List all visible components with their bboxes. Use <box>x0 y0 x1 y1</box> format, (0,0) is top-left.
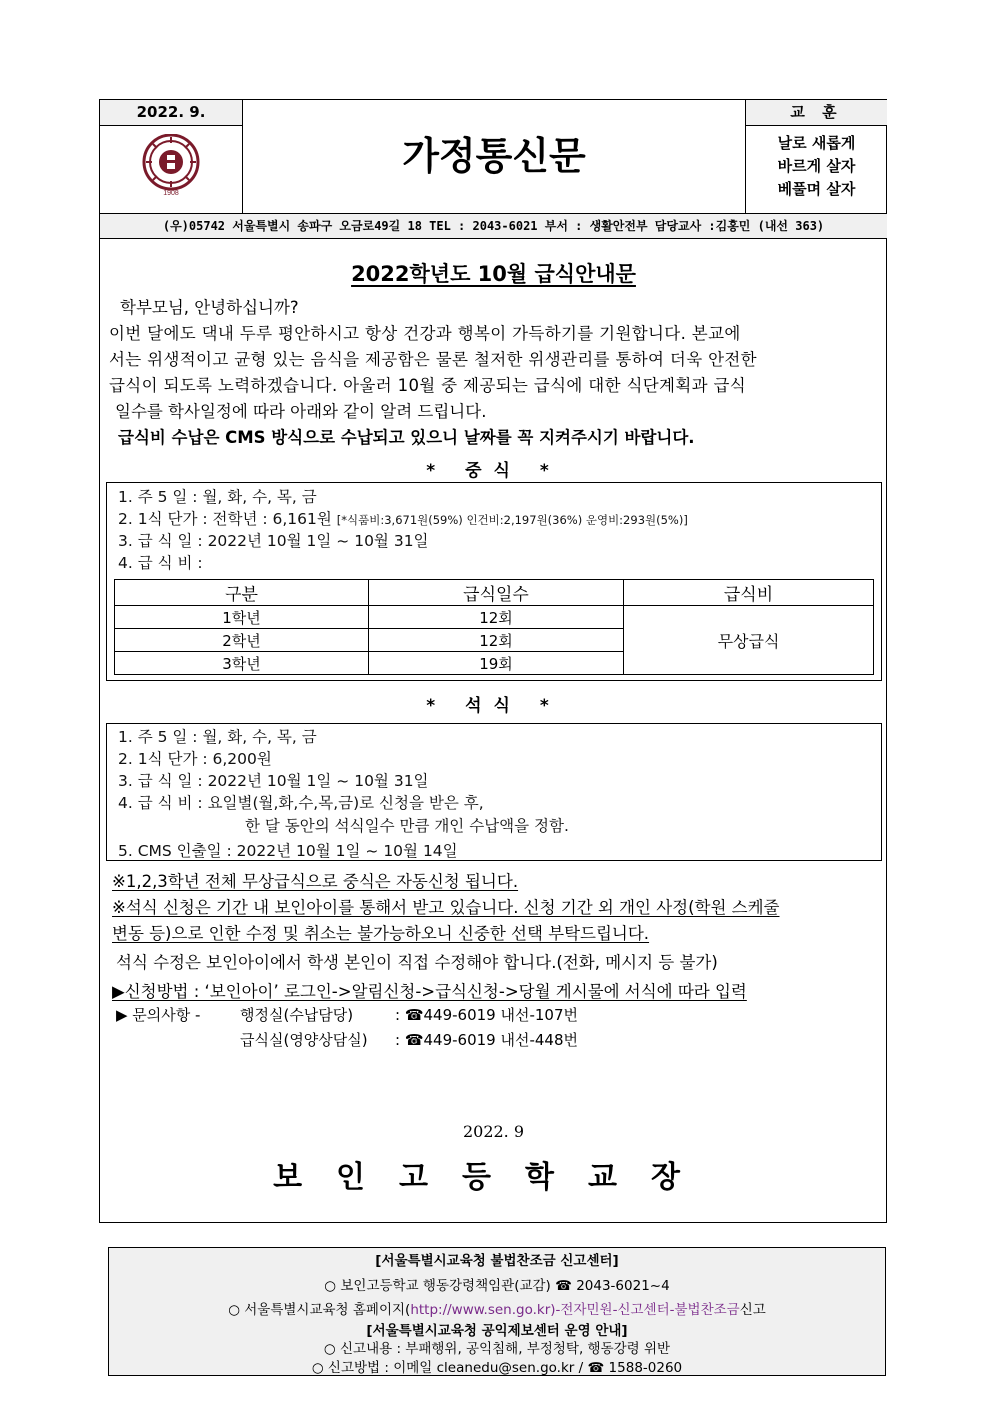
column-header: 구분 <box>115 580 369 606</box>
intro-line: 이번 달에도 댁내 두루 평안하시고 항상 건강과 행복이 가득하기를 기원합니다. 본교에 <box>109 324 741 343</box>
header-divider <box>746 125 887 126</box>
report-line-text: ○ 서울특별시교육청 홈페이지( <box>228 1302 411 1318</box>
principal-signature: 보인고등학교장 <box>273 1160 714 1195</box>
lunch-item: 3. 급 식 일 : 2022년 10월 1일 ~ 10월 31일 <box>118 532 429 550</box>
notice-title <box>100 258 887 288</box>
contact-dept: 급식실(영양상담실) <box>240 1031 368 1049</box>
grade-cell: 3학년 <box>115 652 369 675</box>
lunch-table <box>114 579 874 675</box>
dinner-item: 1. 주 5 일 : 월, 화, 수, 목, 금 <box>118 728 317 746</box>
dinner-item: 한 달 동안의 석식일수 만큼 개인 수납액을 정함. <box>245 817 569 835</box>
note-dinner-edit: 석식 수정은 보인아이에서 학생 본인이 직접 수정해야 합니다.(전화, 메시지 등 불가) <box>116 953 718 972</box>
column-header: 급식비 <box>624 580 874 606</box>
report-center-box <box>108 1247 886 1376</box>
days-cell: 12회 <box>369 606 624 629</box>
report-center-title: [서울특별시교육청 불법찬조금 신고센터] <box>375 1253 619 1269</box>
table-header-row <box>115 580 874 606</box>
note-auto-lunch: ※1,2,3학년 전체 무상급식으로 중식은 자동신청 됩니다. <box>112 872 519 891</box>
greeting: 학부모님, 안녕하십니까? <box>120 298 299 317</box>
days-cell: 12회 <box>369 629 624 652</box>
dinner-item: 4. 급 식 비 : 요일별(월,화,수,목,금)로 신청을 받은 후, <box>118 794 484 812</box>
contact-dept: 행정실(수납담당) <box>240 1006 354 1024</box>
lunch-heading: * 중식 * <box>426 461 561 481</box>
fee-cell: 무상급식 <box>624 606 874 675</box>
intro-line: 서는 위생적이고 균형 있는 음식을 제공함은 물론 철저한 위생관리를 통하여 더욱 안전한 <box>109 350 757 369</box>
whistleblower-title: [서울특별시교육청 공익제보센터 운영 안내] <box>366 1323 628 1339</box>
sign-date: 2022. 9 <box>462 1122 525 1141</box>
lunch-price: 2. 1식 단가 : 전학년 : 6,161원 <box>118 510 332 528</box>
column-header: 급식일수 <box>369 580 624 606</box>
grade-cell: 1학년 <box>115 606 369 629</box>
contact-phone: : ☎449-6019 내선-448번 <box>395 1031 579 1049</box>
report-line: ○ 신고방법 : 이메일 cleanedu@sen.go.kr / ☎ 1588-0260 <box>311 1360 683 1376</box>
note-apply-method: ▶신청방법 : ‘보인아이’ 로그인->알림신청->급식신청->당월 게시물에 서식에 따라 입력 <box>112 982 747 1001</box>
motto <box>746 132 887 201</box>
motto-line: 날로 새롭게 <box>777 134 856 152</box>
school-seal-icon <box>140 134 202 196</box>
sen-homepage-link[interactable]: http://www.sen.go.kr)-전자민원-신고센터-불법찬조금 <box>410 1302 740 1318</box>
report-line-text: 신고 <box>739 1302 766 1318</box>
dinner-heading: * 석식 * <box>426 696 561 716</box>
header-divider <box>100 238 887 239</box>
address-bar: (우)05742 서울특별시 송파구 오금로49길 18 TEL : 2043-6021 부서 : 생활안전부 담당교사 :김홍민 (내선 363) <box>100 214 887 238</box>
motto-line: 베풀며 살자 <box>777 180 856 198</box>
note-dinner-apply-cont: 변동 등)으로 인한 수정 및 취소는 불가능하오니 신중한 선택 부탁드립니다. <box>112 924 650 943</box>
intro-line: 급식이 되도록 노력하겠습니다. 아울러 10월 중 제공되는 급식에 대한 식단계획과 급식 <box>109 376 747 395</box>
issue-date: 2022. 9. <box>100 100 242 125</box>
seal-year: 1908 <box>163 190 179 196</box>
table-row <box>115 606 874 629</box>
report-line: ○ 보인고등학교 행동강령책임관(교감) ☎ 2043-6021~4 <box>324 1278 670 1294</box>
contact-phone: : ☎449-6019 내선-107번 <box>395 1006 579 1024</box>
dinner-item: 5. CMS 인출일 : 2022년 10월 1일 ~ 10월 14일 <box>118 842 458 860</box>
dinner-item: 2. 1식 단가 : 6,200원 <box>118 750 272 768</box>
dinner-item: 3. 급 식 일 : 2022년 10월 1일 ~ 10월 31일 <box>118 772 429 790</box>
cms-notice: 급식비 수납은 CMS 방식으로 수납되고 있으니 날짜를 꼭 지켜주시기 바랍니다. <box>118 428 695 447</box>
lunch-price-breakdown: [*식품비:3,671원(59%) 인건비:2,197원(36%) 운영비:293원(5%)] <box>336 513 688 527</box>
lunch-item: 1. 주 5 일 : 월, 화, 수, 목, 금 <box>118 488 317 506</box>
note-dinner-apply: ※석식 신청은 기간 내 보인아이를 통해서 받고 있습니다. 신청 기간 외 개인 사정(학원 스케줄 <box>112 898 780 917</box>
lunch-item: 4. 급 식 비 : <box>118 554 203 572</box>
contact-label: ▶ 문의사항 - <box>116 1006 201 1024</box>
grade-cell: 2학년 <box>115 629 369 652</box>
lunch-item <box>118 507 688 529</box>
days-cell: 19회 <box>369 652 624 675</box>
notice-title-text: 2022학년도 10월 급식안내문 <box>351 262 636 286</box>
motto-line: 바르게 살자 <box>777 157 856 175</box>
report-line: ○ 신고내용 : 부패행위, 공익침해, 부정청탁, 행동강령 위반 <box>323 1341 671 1357</box>
motto-label: 교 훈 <box>746 100 887 125</box>
header-divider <box>100 125 242 126</box>
intro-line: 일수를 학사일정에 따라 아래와 같이 알려 드립니다. <box>115 402 487 421</box>
page-title: 가정통신문 <box>402 134 586 178</box>
report-line <box>109 1298 885 1318</box>
